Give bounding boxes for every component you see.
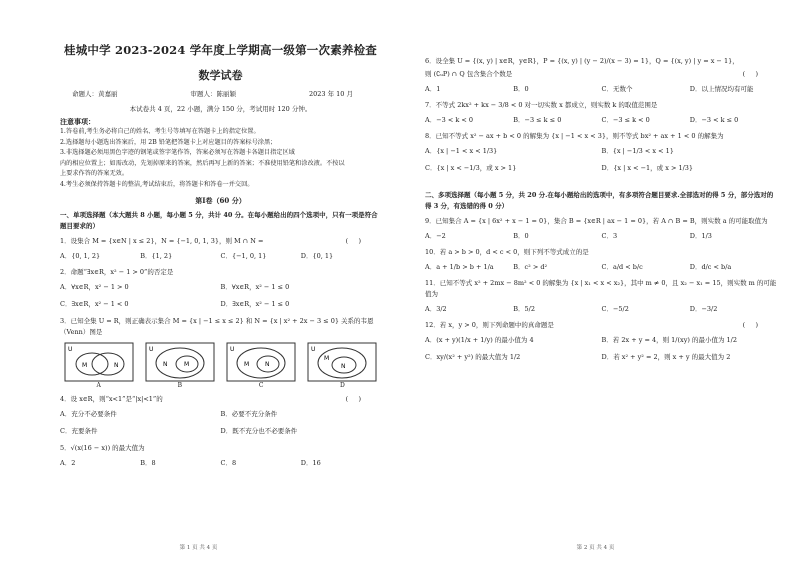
question-10-options xyxy=(425,262,778,273)
venn-label: C xyxy=(258,382,264,389)
option: A．∀x∈R，x² − 1 > 0 xyxy=(60,283,129,291)
option: B．8 xyxy=(140,459,156,467)
page-footer: 第 1 页 共 4 页 xyxy=(179,545,218,551)
option: C．−5/2 xyxy=(601,305,629,313)
option: A．(x + y)(1/x + 1/y) 的最小值为 4 xyxy=(425,336,534,344)
svg-text:U: U xyxy=(67,346,73,353)
question-7-options xyxy=(425,115,778,126)
option: B．0 xyxy=(513,232,529,240)
option: B．0 xyxy=(513,85,529,93)
option: C．8 xyxy=(220,459,237,467)
venn-options xyxy=(60,342,381,389)
option: A．{0, 1, 2} xyxy=(60,252,101,260)
option: C．a/d < b/c xyxy=(601,263,643,271)
note-3b: 内的相应位置上；如需改动，先划掉原来的答案，然后再写上新的答案；不准使用铅笔和涂改液。不按以 xyxy=(60,159,345,167)
venn-diagram-b xyxy=(141,342,218,389)
option: A．1 xyxy=(425,85,441,93)
svg-text:M: M xyxy=(183,361,190,368)
author: 命题人：黄嘉丽 xyxy=(72,90,118,98)
exam-date: 2023 年 10 月 xyxy=(308,90,353,98)
option: C．充要条件 xyxy=(60,427,98,435)
question-2-options xyxy=(60,282,381,316)
option: B．−3 ≤ k ≤ 0 xyxy=(513,116,562,124)
option: A．2 xyxy=(60,459,76,467)
exam-subtitle: 数学试卷 xyxy=(198,69,243,82)
question-6-options xyxy=(425,84,778,95)
question-4-options xyxy=(60,409,381,443)
option: D．d/c < b/a xyxy=(689,263,732,271)
svg-text:U: U xyxy=(148,346,154,353)
option: B．c² > d² xyxy=(513,263,548,271)
note-4: 4.考生必须保持答题卡的整洁,考试结束后，将答题卡和答卷一并交回。 xyxy=(60,180,254,188)
svg-text:N: N xyxy=(162,361,168,368)
option: B．必要不充分条件 xyxy=(220,410,278,418)
option: C．无数个 xyxy=(601,85,633,93)
option: B．5/2 xyxy=(513,305,535,313)
question-5: 5．√(x(16 − x)) 的最大值为 xyxy=(60,444,145,452)
option: D．既不充分也不必要条件 xyxy=(220,427,298,435)
option: A．3/2 xyxy=(425,305,447,313)
option: A．{x | −1 < x < 1/3} xyxy=(425,147,498,155)
question-8-options xyxy=(425,146,778,180)
option: A．充分不必要条件 xyxy=(60,410,117,418)
question-10: 10．若 a > b > 0，d < c < 0，则下列不等式成立的是 xyxy=(425,248,589,256)
question-3: 3．已知全集 U = R，则正确表示集合 M = {x | −1 ≤ x ≤ 2} 和 N = {x | x² + 2x − 3 ≤ 0} 关系的韦恩（Venn）图是 xyxy=(60,317,374,336)
question-12: 12．若 x，y > 0，则下列命题中的真命题是 ( ) xyxy=(425,321,758,329)
venn-label: A xyxy=(96,382,101,389)
exam-title: 桂城中学 2023-2024 学年度上学期高一级第一次素养检查 xyxy=(64,43,377,57)
option: B．{x | −1/3 < x < 1} xyxy=(601,147,674,155)
option: B．∀x∈R，x² − 1 ≤ 0 xyxy=(220,283,290,291)
option: D．−3 < k ≤ 0 xyxy=(689,116,739,124)
option: C．xy/(x² + y²) 的最大值为 1/2 xyxy=(425,353,521,361)
question-7: 7．不等式 2kx² + kx − 3/8 < 0 对一切实数 x 都成立，则实数 k 的取值范围是 xyxy=(425,101,658,109)
svg-text:N: N xyxy=(265,361,270,368)
question-6-cont: 则 (∁ᵤP) ∩ Q 包含集合个数是 ( ) xyxy=(425,70,758,78)
option: D．∃x∈R，x² − 1 ≤ 0 xyxy=(220,300,290,308)
note-1: 1.答卷前,考生务必将自己的姓名、考生号等填写在答题卡上的指定位置。 xyxy=(60,128,260,135)
question-11-options xyxy=(425,304,778,315)
svg-text:N: N xyxy=(341,363,346,370)
notes-title: 注意事项： xyxy=(60,117,95,126)
question-2: 2．命题“∃x∈R，x² − 1 > 0”的否定是 xyxy=(60,268,174,276)
page-footer: 第 2 页 共 4 页 xyxy=(576,545,615,551)
question-6: 6．设全集 U = {(x, y) | x∈R，y∈R}，P = {(x, y) | (y − 2)/(x − 3) = 1}，Q = {(x, y) | y = x − 1}， xyxy=(425,57,739,65)
svg-text:N: N xyxy=(113,362,119,369)
reviewer: 审题人：陈丽颖 xyxy=(190,90,236,98)
venn-label: D xyxy=(339,382,345,389)
svg-text:U: U xyxy=(230,346,235,353)
note-3c: 上要求作答的答案无效。 xyxy=(60,170,129,177)
section2-heading: 二、多项选择题（每小题 5 分，共 20 分.在每小题给出的选项中，有多项符合题目要求.全部选对的得 5 分，部分选对的得 3 分，有选错的得 0 分） xyxy=(425,191,774,210)
question-1-options xyxy=(60,251,381,262)
option: C．3 xyxy=(601,232,618,240)
question-9-options xyxy=(425,231,778,242)
question-4: 4．设 x∈R，则“x<1”是“|x|<1”的 ( ) xyxy=(60,395,361,403)
svg-text:U: U xyxy=(311,346,316,353)
venn-label: B xyxy=(177,382,183,389)
venn-diagram-c xyxy=(223,342,300,389)
note-2: 2.选择题每小题选出答案后，用 2B 铅笔把答题卡上对应题目的答案标号涂黑； xyxy=(60,138,277,146)
option: B．{1, 2} xyxy=(140,252,173,260)
svg-text:M: M xyxy=(244,361,250,368)
note-3: 3.非选择题必须用黑色字迹的钢笔或签字笔作答，答案必须写在答题卡各题目指定区域 xyxy=(60,149,295,156)
option: D．{0, 1} xyxy=(300,252,334,260)
question-8: 8．已知不等式 x² − ax + b < 0 的解集为 {x | −1 < x < 3}，则不等式 bx² + ax + 1 < 0 的解集为 xyxy=(425,132,724,140)
author-line xyxy=(60,89,381,98)
option: D．1/3 xyxy=(689,232,712,240)
option: D．若 x² + y² = 2，则 x + y 的最大值为 2 xyxy=(601,353,731,361)
venn-diagram-d xyxy=(304,342,381,389)
section1-heading: 一、单项选择题（本大题共 8 小题，每小题 5 分，共计 40 分。在每小题给出的四个选项中，只有一项是符合题目要求的） xyxy=(60,211,378,230)
exam-info: 本试卷共 4 页，22 小题，满分 150 分，考试用时 120 分钟。 xyxy=(129,105,312,113)
option: C．−3 ≤ k < 0 xyxy=(601,116,650,124)
question-1: 1．设集合 M = {x∈N | x ≤ 2}，N = {−1, 0, 1, 3}，则 M ∩ N = ( ) xyxy=(60,237,361,245)
question-12-options xyxy=(425,335,778,369)
venn-diagram-a xyxy=(60,342,137,389)
option: A．−3 < k < 0 xyxy=(425,116,474,124)
question-5-options xyxy=(60,458,381,469)
option: C．{x | x < −1/3，或 x > 1} xyxy=(425,164,517,172)
option: C．∃x∈R，x² − 1 < 0 xyxy=(60,300,129,308)
option: D．以上情况均有可能 xyxy=(689,85,754,93)
option: A．a + 1/b > b + 1/a xyxy=(425,263,494,271)
option: A．−2 xyxy=(425,232,446,240)
option: C．{−1, 0, 1} xyxy=(220,252,267,260)
part1-heading: 第Ⅰ卷（60 分） xyxy=(195,196,246,205)
option: D．{x | x < −1，或 x > 1/3} xyxy=(601,164,694,172)
option: D．−3/2 xyxy=(689,305,718,313)
question-11: 11．已知不等式 x² + 2mx − 8m² < 0 的解集为 {x | x₁ < x < x₂}，其中 m ≠ 0，且 x₂ − x₁ = 15，则实数 m 的可能值为 xyxy=(425,279,777,298)
option: D．16 xyxy=(300,459,321,467)
svg-text:M: M xyxy=(324,355,330,362)
option: B．若 2x + y = 4，则 1/(xy) 的最小值为 1/2 xyxy=(601,336,738,344)
question-9: 9．已知集合 A = {x | 6x² + x − 1 = 0}，集合 B = {x∈R | ax − 1 = 0}，若 A ∩ B = B，则实数 a 的可能取值为 xyxy=(425,217,768,225)
svg-text:M: M xyxy=(81,362,87,369)
exam-page-right xyxy=(397,0,794,561)
